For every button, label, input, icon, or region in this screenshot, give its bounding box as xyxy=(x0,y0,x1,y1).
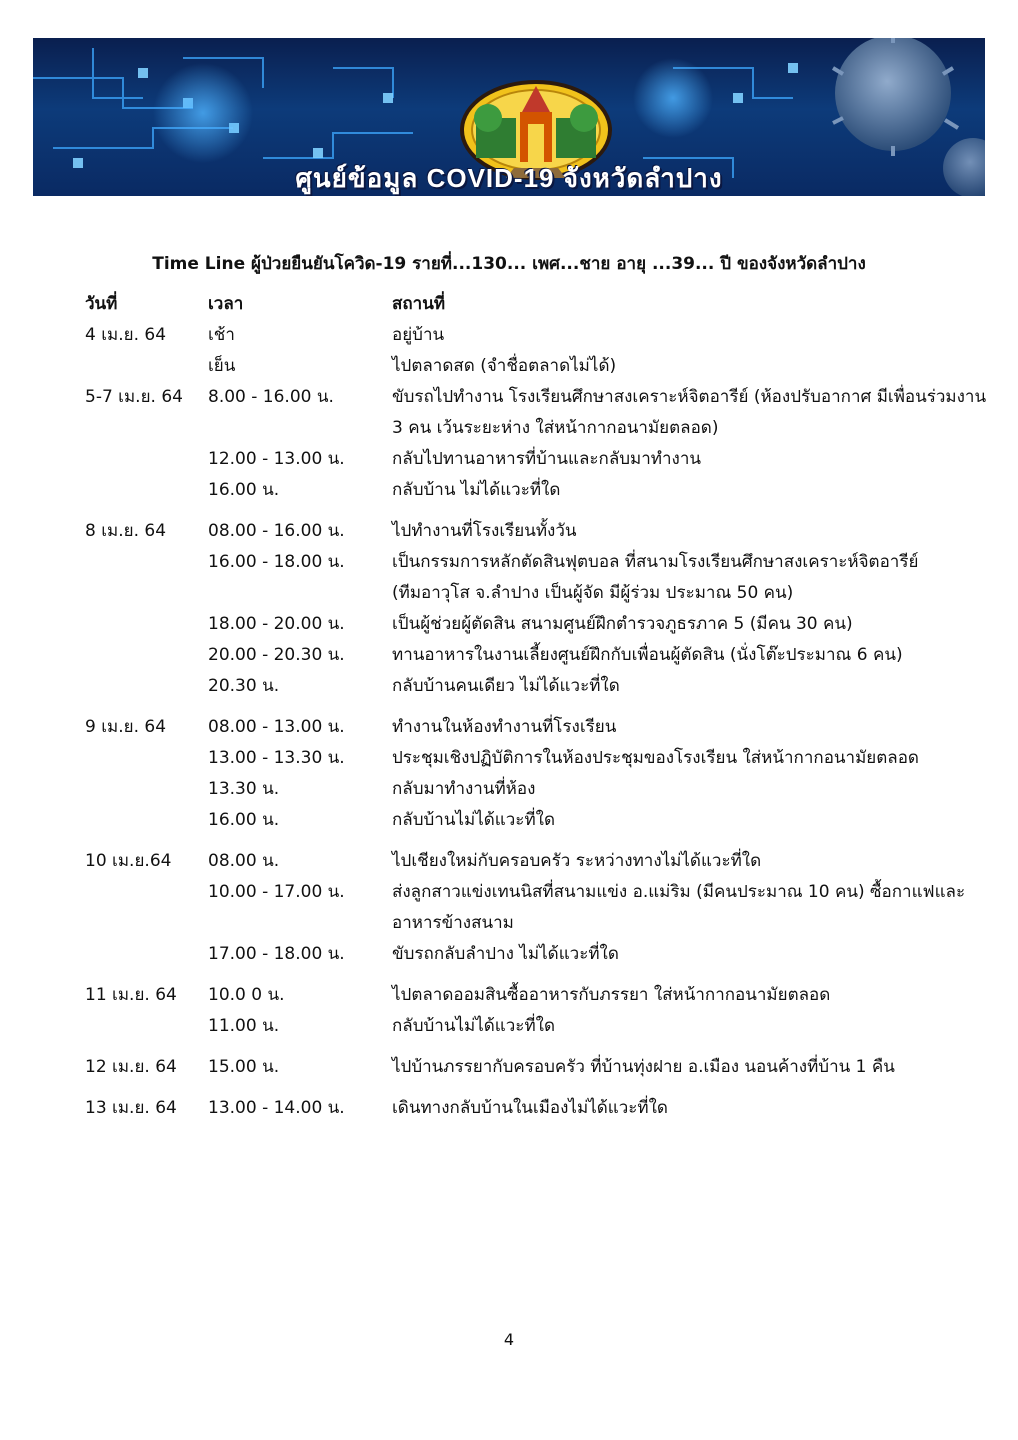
row-date: 5-7 เม.ย. 64 xyxy=(85,387,183,407)
table-row xyxy=(0,980,1018,1010)
row-place: กลับบ้านไม่ได้แวะที่ใด xyxy=(392,1016,555,1036)
table-row xyxy=(0,908,1018,938)
row-place: ขับรถกลับลำปาง ไม่ได้แวะที่ใด xyxy=(392,944,619,964)
title-part-1: Time Line ผู้ป่วยยืนยันโควิด-19 รายที่...130... เพศ...ชาย xyxy=(152,254,611,274)
row-time: 08.00 น. xyxy=(208,851,280,871)
table-row xyxy=(0,805,1018,835)
table-row xyxy=(0,1093,1018,1123)
table-row xyxy=(0,609,1018,639)
table-row xyxy=(0,939,1018,969)
row-time: 10.0 0 น. xyxy=(208,985,285,1005)
row-time: 11.00 น. xyxy=(208,1016,280,1036)
table-row xyxy=(0,774,1018,804)
row-time: 13.30 น. xyxy=(208,779,280,799)
table-row xyxy=(0,712,1018,742)
table-row xyxy=(0,640,1018,670)
row-date: 8 เม.ย. 64 xyxy=(85,521,167,541)
row-date: 10 เม.ย.64 xyxy=(85,851,172,871)
row-place: ไปบ้านภรรยากับครอบครัว ที่บ้านทุ่งฝาย อ.เมือง นอนค้างที่บ้าน 1 คืน xyxy=(392,1057,895,1077)
row-time: 13.00 - 13.30 น. xyxy=(208,748,345,768)
row-date: 11 เม.ย. 64 xyxy=(85,985,177,1005)
row-date: 9 เม.ย. 64 xyxy=(85,717,167,737)
table-row xyxy=(0,516,1018,546)
row-time: 12.00 - 13.00 น. xyxy=(208,449,345,469)
row-place: กลับมาทำงานที่ห้อง xyxy=(392,779,536,799)
row-place: ไปตลาดออมสินซื้ออาหารกับภรรยา ใส่หน้ากากอนามัยตลอด xyxy=(392,985,831,1005)
row-time: 8.00 - 16.00 น. xyxy=(208,387,334,407)
row-place: ทำงานในห้องทำงานที่โรงเรียน xyxy=(392,717,617,737)
header-banner xyxy=(33,38,985,196)
table-row xyxy=(0,547,1018,577)
table-row xyxy=(0,846,1018,876)
row-place: เป็นกรรมการหลักตัดสินฟุตบอล ที่สนามโรงเรียนศึกษาสงเคราะห์จิตอารีย์ xyxy=(392,552,919,572)
title-part-2: อายุ ...39... ปี ของจังหวัดลำปาง xyxy=(616,254,866,274)
row-time: 15.00 น. xyxy=(208,1057,280,1077)
row-place: กลับบ้านคนเดียว ไม่ได้แวะที่ใด xyxy=(392,676,620,696)
row-time: เช้า xyxy=(208,325,235,345)
row-time: 20.30 น. xyxy=(208,676,280,696)
row-place: อยู่บ้าน xyxy=(392,325,445,345)
row-place: เป็นผู้ช่วยผู้ตัดสิน สนามศูนย์ฝึกตำรวจภูธรภาค 5 (มีคน 30 คน) xyxy=(392,614,853,634)
row-date: 13 เม.ย. 64 xyxy=(85,1098,177,1118)
row-place: อาหารข้างสนาม xyxy=(392,913,514,933)
row-place: ทานอาหารในงานเลี้ยงศูนย์ฝึกกับเพื่อนผู้ตัดสิน (นั่งโต๊ะประมาณ 6 คน) xyxy=(392,645,903,665)
table-row xyxy=(0,444,1018,474)
row-place: กลับบ้านไม่ได้แวะที่ใด xyxy=(392,810,555,830)
table-row xyxy=(0,382,1018,412)
table-row xyxy=(0,351,1018,381)
table-row xyxy=(0,578,1018,608)
row-place: ส่งลูกสาวแข่งเทนนิสที่สนามแข่ง อ.แม่ริม (มีคนประมาณ 10 คน) ซื้อกาแฟและ xyxy=(392,882,966,902)
row-time: 16.00 น. xyxy=(208,810,280,830)
row-place: (ทีมอาวุโส จ.ลำปาง เป็นผู้จัด มีผู้ร่วม ประมาณ 50 คน) xyxy=(392,583,794,603)
table-header-row xyxy=(0,289,1018,319)
banner-title: ศูนย์ข้อมูล COVID-19 จังหวัดลำปาง xyxy=(295,163,723,193)
row-time: 13.00 - 14.00 น. xyxy=(208,1098,345,1118)
row-place: ไปเชียงใหม่กับครอบครัว ระหว่างทางไม่ได้แวะที่ใด xyxy=(392,851,762,871)
table-row xyxy=(0,320,1018,350)
row-time: 16.00 - 18.00 น. xyxy=(208,552,345,572)
row-date: 12 เม.ย. 64 xyxy=(85,1057,177,1077)
row-time: 08.00 - 16.00 น. xyxy=(208,521,345,541)
table-row xyxy=(0,413,1018,443)
header-time: เวลา xyxy=(208,294,244,314)
row-date: 4 เม.ย. 64 xyxy=(85,325,167,345)
table-row xyxy=(0,671,1018,701)
row-place: กลับไปทานอาหารที่บ้านและกลับมาทำงาน xyxy=(392,449,701,469)
row-time: 17.00 - 18.00 น. xyxy=(208,944,345,964)
row-time: 08.00 - 13.00 น. xyxy=(208,717,345,737)
table-row xyxy=(0,1052,1018,1082)
header-date: วันที่ xyxy=(85,294,118,314)
table-row xyxy=(0,1011,1018,1041)
row-place: ประชุมเชิงปฏิบัติการในห้องประชุมของโรงเรียน ใส่หน้ากากอนามัยตลอด xyxy=(392,748,919,768)
row-time: เย็น xyxy=(208,356,236,376)
row-time: 20.00 - 20.30 น. xyxy=(208,645,345,665)
document-title xyxy=(0,250,1018,277)
row-place: ขับรถไปทำงาน โรงเรียนศึกษาสงเคราะห์จิตอารีย์ (ห้องปรับอากาศ มีเพื่อนร่วมงาน xyxy=(392,387,987,407)
table-row xyxy=(0,743,1018,773)
table-row xyxy=(0,877,1018,907)
header-place: สถานที่ xyxy=(392,294,446,314)
row-place: กลับบ้าน ไม่ได้แวะที่ใด xyxy=(392,480,561,500)
row-time: 18.00 - 20.00 น. xyxy=(208,614,345,634)
row-time: 10.00 - 17.00 น. xyxy=(208,882,345,902)
table-row xyxy=(0,475,1018,505)
row-place: 3 คน เว้นระยะห่าง ใส่หน้ากากอนามัยตลอด) xyxy=(392,418,719,438)
row-place: ไปตลาดสด (จำชื่อตลาดไม่ได้) xyxy=(392,356,617,376)
row-place: ไปทำงานที่โรงเรียนทั้งวัน xyxy=(392,521,577,541)
page-number: 4 xyxy=(503,1330,515,1349)
row-place: เดินทางกลับบ้านในเมืองไม่ได้แวะที่ใด xyxy=(392,1098,668,1118)
row-time: 16.00 น. xyxy=(208,480,280,500)
